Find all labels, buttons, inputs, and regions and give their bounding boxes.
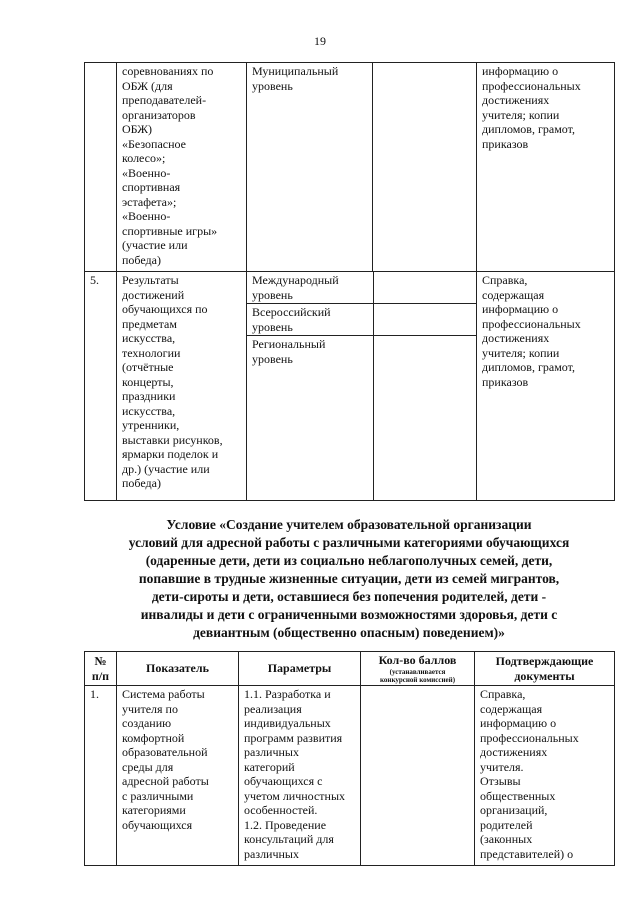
score-cell [373,304,477,336]
page-number: 19 [314,34,326,48]
table-row [85,272,615,501]
header-params: Параметры [239,652,361,686]
table-row [85,686,615,866]
score-cell [373,63,477,272]
header-score-label: Кол-во баллов [378,653,457,668]
header-indicator: Показатель [117,652,239,686]
table-row [85,63,615,272]
header-num: № п/п [85,652,117,686]
params-cell: 1.1. Разработка и реализация индивидуальных программ развития различных категорий обучающихся с учетом личностных особенностей. 1.2. Проведение консультаций для различных [239,686,361,866]
criteria-table [84,651,615,866]
level-international: Международный уровень [247,272,373,304]
header-row [85,652,615,686]
header-score-note: (устанавливается конкурсной комиссией) [379,667,456,684]
indicator-cell: Система работы учителя по созданию комфортной образовательной среды для адресной работы с различными категориями обучающихся [117,686,239,866]
levels-group [247,272,477,501]
score-cell [373,272,477,304]
row-number [85,63,117,272]
level-national: Всероссийский уровень [247,304,373,336]
level-regional: Региональный уровень [247,336,373,500]
documents-cell: Справка, содержащая информацию о профессиональных достижениях учителя. Отзывы общественных организаций, родителей (законных представителей) о [475,686,615,866]
score-cell [361,686,475,866]
row-number: 5. [85,272,117,501]
header-score [361,652,475,686]
header-docs: Подтверждающие документы [475,652,615,686]
criteria-table-continued [84,62,615,501]
score-cell [373,336,477,500]
section-title: Условие «Создание учителем образовательной организации условий для адресной работы с различными категориями обучающихся (одаренные дети, дети из социально неблагополучных семей, дети, попавшие в трудные жизненные ситуации, дети из семей мигрантов, дети-сироты и дети, оставшиеся без попечения родителей, дети - инвалиды и дети с ограниченными возможностями здоровья, дети с девиантным (общественно опасным) поведением)» [128,517,570,640]
row-number: 1. [85,686,117,866]
level-cell: Муниципальный уровень [247,63,373,272]
indicator-cell: Результаты достижений обучающихся по предметам искусства, технологии (отчётные концерты, праздники искусства, утренники, выставки рисунков, ярмарки поделок и др.) (участие или победа) [117,272,247,501]
indicator-cell: соревнованиях по ОБЖ (для преподавателей- организаторов ОБЖ) «Безопасное колесо»; «Военно- спортивная эстафета»; «Военно- спортивные игры» (участие или победа) [117,63,247,272]
documents-cell: информацию о профессиональных достижениях учителя; копии дипломов, грамот, приказов [477,63,615,272]
documents-cell: Справка, содержащая информацию о профессиональных достижениях учителя; копии дипломов, грамот, приказов [477,272,615,501]
